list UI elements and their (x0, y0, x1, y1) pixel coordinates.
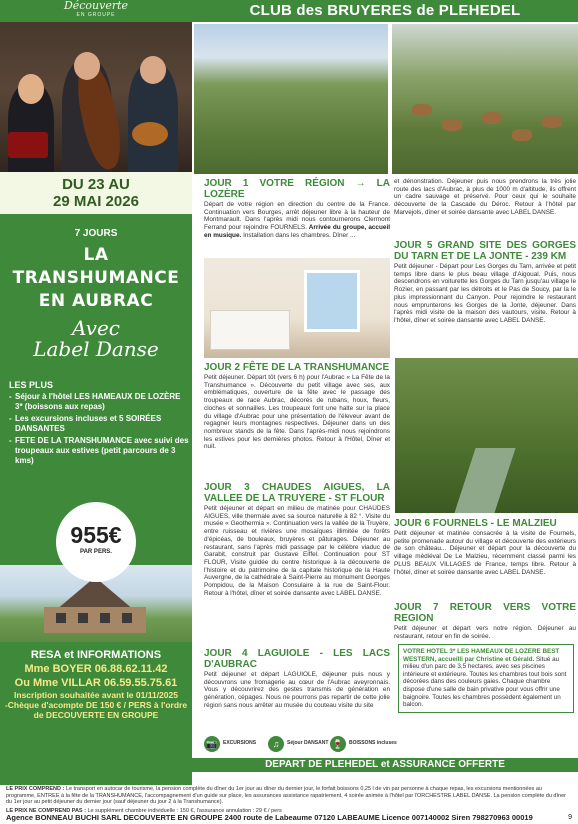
day-7: JOUR 7 RETOUR VERS VOTRE REGION Petit déjeuner et départ vers notre région. Déjeuner au restaurant, retour en fin de soirée. (394, 602, 576, 640)
day-5: JOUR 5 GRAND SITE DES GORGES DU TARN ET DE LA JONTE - 239 KM Petit déjeuner - Départ pour Les Gorges du Tarn, arrivée et petit temps libre dans le plus beau village d'Aigoual. Puis, nous descendrons en voiturette les Gorges du Tarn jusqu'au village le Rozier, en passant par les détroits et le Pas de Soucy, par la le plus impressionnant du Canyon. Pour rejoindre le restaurant nous emprunterons les Gorges de la Jonte, déjeuner. Dans l'après midi visite de la maison des vautours, visite. Retour à l'hôtel, dîner et soirée dansante avec LABEL DANSE. (394, 240, 576, 324)
price-unit: PAR PERS. (80, 549, 112, 555)
resa-note-2: -Chèque d'acompte DE 150 € / PERS à l'ordre de DECOUVERTE EN GROUPE (4, 700, 188, 720)
departure-banner: DEPART DE PLEHEDEL et ASSURANCE OFFERTE (192, 758, 578, 772)
gorges-photo (395, 358, 578, 513)
dates-box (0, 172, 192, 214)
main-title: LA TRANSHUMANCE EN AUBRAC (12, 245, 180, 311)
duration: 7 JOURS (74, 228, 118, 239)
page-number: 9 (568, 814, 572, 821)
reservation-info (0, 648, 192, 720)
hotel-room-photo (204, 258, 390, 358)
les-plus-list (9, 392, 189, 468)
list-item: - FETE DE LA TRANSHUMANCE avec suivi des troupeaux aux estives (petit parcours de 3 kms) (9, 436, 189, 466)
price-badge (56, 502, 136, 582)
day-4: JOUR 4 LAGUIOLE - LES LACS D'AUBRAC Petit déjeuner et départ LAGUIOLE, déjeuner puis nous y découvrons une fromagerie au cœur de l'Aubrac aveyronnais. Vous y découvrirez des gestes transmis de génération en génération, cépages. Nous ne pourrons pas repartir de cette jolie région sans nous arrêter au musée du couteau visite du site (204, 648, 390, 709)
day-4-continued: et dénonstration. Déjeuner puis nous prendrons la très jolie route des lacs d'Aubrac, à plus de 1000 m d'altitude, ils offrent un cadre sauvage et préservé. Pour ceux qui le souhaite découverte de la Cascade du Déroc. Retour à l'hôtel par Marvejols, dîner et soirée dansante avec LABEL DANSE. (394, 178, 576, 216)
day-5-title: JOUR 5 GRAND SITE DES GORGES DU TARN ET DE LA JONTE - 239 KM (394, 240, 576, 262)
day-6-title: JOUR 6 FOURNELS - LE MALZIEU (394, 518, 557, 529)
drinks-icon: 🍷 (330, 736, 346, 752)
dates-line1: DU 23 AU (62, 176, 130, 193)
brand-logo (0, 0, 192, 22)
resa-note-1: Inscription souhaitée avant le 01/11/2025 (14, 690, 178, 700)
club-header: CLUB des BRUYERES de PLEHEDEL (192, 0, 578, 22)
brand-name: Découverte (63, 0, 129, 12)
day-7-title: JOUR 7 RETOUR VERS VOTRE REGION (394, 602, 576, 624)
transhumance-photo (392, 24, 578, 174)
footer: LE PRIX COMPREND : Le transport en autocar de tourisme, la pension complète du dîner du 1er jour au dîner du dernier jour, le forfait boissons 0,25 l de vin par personne à chaque repas, les excursions mentionnées au programme, ENTREE à la fête de la TRANSHUMANCE, l'accompagnement d'un guide sur place, les assurances assistance rapatriement, 4 soirée animée à l'hôtel par l'ORCHESTRE LABEL DANSE. La pension complète du dîner du 1er jour au petit déjeuner du dernier jour (sauf déjeuner du jour 2 à la Transhumance). LE PRIX NE COMPREND PAS : Le supplément chambre individuelle : 150 €, l'assurance annulation : 29 € / pers (6, 786, 566, 814)
price-value: 955€ (70, 522, 122, 548)
day-3-title: JOUR 3 CHAUDES AIGUES, LA VALLEE DE LA TRUYERE - ST FLOUR (204, 482, 390, 504)
les-plus-title: LES PLUS (9, 380, 54, 390)
subtitle: Avec Label Danse (33, 316, 159, 361)
day-1: JOUR 1 VOTRE RÉGION → LA LOZÈRE Départ de votre région en direction du centre de la France. Continuation vers Bourges, arrêt déjeuner libre à la hauteur de Montmarault. Dans l'après midi nous contournerons Clermont Ferrand pour rejoindre FOURNELS. Arrivée du groupe, accueil en musique. Installation dans les chambres. Dîner ... (204, 178, 390, 239)
resa-contact-2: Ou Mme VILLAR 06.59.55.75.61 (14, 677, 178, 689)
day-4-title: JOUR 4 LAGUIOLE - LES LACS D'AUBRAC (204, 648, 390, 670)
dance-icon: ♫ (268, 736, 284, 752)
day-6: JOUR 6 FOURNELS - LE MALZIEU Petit déjeuner et matinée consacrée à la visite de Fournels, petite promenade autour du village et découverte des extérieurs de son château... Déjeuner et départ pour la découverte du village médiéval De Le Malzieu, récemment classé parmi les PLUS BEAUX VILLAGES de France, temps libre. Retour à l'hôtel, dîner et soirée dansante avec LABEL DANSE. (394, 518, 576, 576)
band-photo (0, 22, 192, 172)
day-3: JOUR 3 CHAUDES AIGUES, LA VALLEE DE LA TRUYERE - ST FLOUR Petit déjeuner et départ en milieu de matinée pour CHAUDES AIGUES, ville thermale avec sa source naturelle à 82 °. Visite du musée « Geothermia ». Continuation vers la vallée de la Truyère, entre ruisseau et rivières une mosaïques illimitée de forêts d'épicéas, de bouleaux, bruyères et pâturages. Déjeuner au restaurant, sans l'après midi passage par le célèbre viaduc de Garabit, construit par Gustave Eiffel. Continuation pour ST FLOUR, Visite guidée du centre historique à la découverte de l'histoire et du patrimoine de la capitale historique de la Haute Auvergne, de la cathédrale à Saint-Pierre au monument Georges Pompidou, de la Maison Consulaire à la rue de Saint-Flour. Retour à l'hôtel, dîner et soirée dansante avec LABEL DANSE. (204, 482, 390, 597)
list-item: - Séjour à l'hôtel LES HAMEAUX DE LOZÈRE 3* (boissons aux repas) (9, 392, 189, 412)
agency-line: Agence BONNEAU BUCHI SARL DECOUVERTE EN GROUPE 2400 route de Labeaume 07120 LABEAUME Licence 007140002 Siren 798270963 00019 (6, 813, 533, 822)
resa-title: RESA et INFORMATIONS (30, 649, 162, 661)
landscape-photo (194, 24, 388, 174)
day-2: JOUR 2 FÊTE DE LA TRANSHUMANCE Petit déjeuner. Départ tôt (vers 6 h) pour l'Aubrac « La Fête de la Transhumance ». Découverte du petit village avec ses, aux emblématiques, ouverture de la fête avec le passage des troupeaux de race Aubrac, décorés de rubans, houx, fleurs, cloches et sonnailles. Les troupeaux font une halte sur la place du village d'Aubrac pour une présentation de l'éleveur avant de regagner leurs montagnes respectives. Déjeuner dans un des nombreux stands de la fête. Dans l'après-midi nous rejoindrons les estives pour les dernières photos. Retour à l'Hôtel, Dîner et nuit. (204, 362, 390, 451)
day-1-title: JOUR 1 VOTRE RÉGION → LA LOZÈRE (204, 178, 390, 200)
left-column (0, 0, 192, 785)
day-2-title: JOUR 2 FÊTE DE LA TRANSHUMANCE (204, 362, 390, 373)
list-item: - Les excursions incluses et 5 SOIRÉES DANSANTES (9, 414, 189, 434)
resa-contact-1: Mme BOYER 06.88.62.11.42 (24, 663, 168, 675)
hotel-info-box: VOTRE HOTEL 3* LES HAMEAUX DE LOZERE BEST WESTERN, accueilli par Christine et Gérald. Situé au milieu d'un parc de 3,5 hectares, avec ses piscines intérieure et extérieure. Toutes les chambres tout bois sont décorées dans des couleurs gaies. Chaque chambre dispose d'une salle de bain privative pour vous offrir une baignoire. Toutes les chambres possèdent également un balcon. (398, 644, 574, 713)
feature-icons: 📷 EXCURSIONS ♫ Séjour DANSANT 🍷 BOISSONS incluses (204, 734, 390, 758)
excursions-icon: 📷 (204, 736, 220, 752)
brand-tagline: EN GROUPE (76, 12, 116, 18)
dates-line2: 29 MAI 2026 (53, 193, 139, 210)
